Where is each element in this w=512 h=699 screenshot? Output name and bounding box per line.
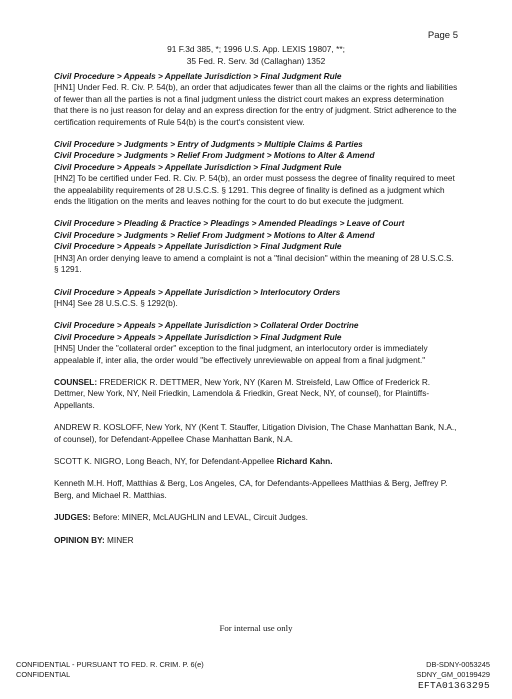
headnote-text: [HN3] An order denying leave to amend a complaint is not a "final decision" within the meaning of 28 U.S.C.S. § 1291. — [54, 253, 454, 275]
headnote-path: Civil Procedure > Judgments > Entry of Judgments > Multiple Claims & Parties — [54, 140, 363, 150]
headnote-path: Civil Procedure > Appeals > Appellate Jurisdiction > Final Judgment Rule — [54, 72, 342, 81]
judges-paragraph — [54, 512, 458, 523]
headnote-text: [HN2] To be certified under Fed. R. Civ. P. 54(b), an order must possess the degree of finality required to meet the appealability requirements of 28 U.S.C.S. § 1291. This degree of finality is defined as a judgment which ends the litigation on the merits and leaves nothing for the court to do but execute the judgment. — [54, 174, 455, 207]
counsel-chase: ANDREW R. KOSLOFF, New York, NY (Kent T. Stauffer, Litigation Division, The Chase Manhattan Bank, N.A., of counsel), for Defendant-Appellee Chase Manhattan Bank, N.A. — [54, 423, 457, 444]
case-citation — [0, 43, 512, 67]
confidential-line-2: CONFIDENTIAL — [16, 670, 71, 679]
headnote-3 — [54, 218, 458, 275]
headnote-1 — [54, 71, 458, 128]
judges-label: JUDGES: — [54, 513, 91, 523]
confidential-line-1: CONFIDENTIAL - PURSUANT TO FED. R. CRIM. P. 6(e) — [16, 660, 204, 669]
headnote-text: [HN5] Under the "collateral order" exception to the final judgment, an interlocutory order is immediately appealable if, inter alia, the order would "be effectively unreviewable on appeal from a final judgment." — [54, 344, 428, 365]
headnote-5 — [54, 320, 458, 366]
headnote-path: Civil Procedure > Appeals > Appellate Jurisdiction > Final Judgment Rule — [54, 162, 342, 172]
headnote-4 — [54, 287, 458, 310]
headnote-path: Civil Procedure > Judgments > Relief From Judgment > Motions to Alter & Amend — [54, 230, 375, 240]
counsel-hoff: Kenneth M.H. Hoff, Matthias & Berg, Los Angeles, CA, for Defendants-Appellees Matthias & Berg, Jeffrey P. Berg, and Michael R. Matthias. — [54, 479, 448, 500]
counsel-label: COUNSEL: — [54, 377, 98, 387]
opinion-text: MINER — [104, 535, 134, 545]
counsel-paragraph — [54, 377, 458, 411]
opinion-paragraph — [54, 535, 458, 546]
counsel-nigro-text: SCOTT K. NIGRO, Long Beach, NY, for Defendant-Appellee — [54, 456, 277, 466]
opinion-label: OPINION BY: — [54, 535, 105, 545]
headnote-text: [HN4] See 28 U.S.C.S. § 1292(b). — [54, 298, 178, 308]
headnote-path: Civil Procedure > Appeals > Appellate Jurisdiction > Interlocutory Orders — [54, 287, 341, 297]
efta-stamp: EFTA01363295 — [417, 680, 490, 691]
internal-use-note: For internal use only — [219, 623, 293, 633]
page-number: Page 5 — [427, 30, 458, 41]
headnote-2 — [54, 139, 458, 207]
bates-line-1: DB-SDNY-0053245 — [426, 660, 490, 669]
bates-numbers — [416, 660, 490, 680]
counsel-nigro — [54, 456, 458, 467]
citation-line-2: 35 Fed. R. Serv. 3d (Callaghan) 1352 — [186, 56, 326, 66]
confidential-footer — [16, 660, 204, 680]
headnote-path: Civil Procedure > Pleading & Practice > Pleadings > Amended Pleadings > Leave of Court — [54, 219, 405, 229]
headnote-path: Civil Procedure > Judgments > Relief From Judgment > Motions to Alter & Amend — [54, 151, 375, 161]
counsel-nigro-party: Richard Kahn. — [276, 456, 333, 466]
headnote-path: Civil Procedure > Appeals > Appellate Jurisdiction > Final Judgment Rule — [54, 242, 342, 252]
judges-text: Before: MINER, McLAUGHLIN and LEVAL, Circuit Judges. — [90, 513, 308, 523]
headnote-path: Civil Procedure > Appeals > Appellate Jurisdiction > Collateral Order Doctrine — [54, 321, 359, 331]
document-body — [54, 71, 458, 557]
citation-line-1: 91 F.3d 385, *; 1996 U.S. App. LEXIS 19807, **; — [167, 44, 345, 54]
bates-line-2: SDNY_GM_00199429 — [416, 670, 490, 679]
counsel-text: FREDERICK R. DETTMER, New York, NY (Karen M. Streisfeld, Law Office of Frederick R. Dettmer, New York, NY, Neil Friedkin, Lamendola & Friedkin, Great Neck, NY, of counsel), for Plaintiffs-Appellants. — [54, 377, 431, 410]
headnote-path: Civil Procedure > Appeals > Appellate Jurisdiction > Final Judgment Rule — [54, 332, 342, 342]
headnote-text: [HN1] Under Fed. R. Civ. P. 54(b), an order that adjudicates fewer than all the claims or the rights and liabilities of fewer than all the parties is not a final judgment unless the district court makes an express determination that there is no just reason for delay and an express direction for the entry of judgment. Strict adherence to the certification requirements of Rule 54(b) is the court's consistent view. — [54, 83, 458, 127]
